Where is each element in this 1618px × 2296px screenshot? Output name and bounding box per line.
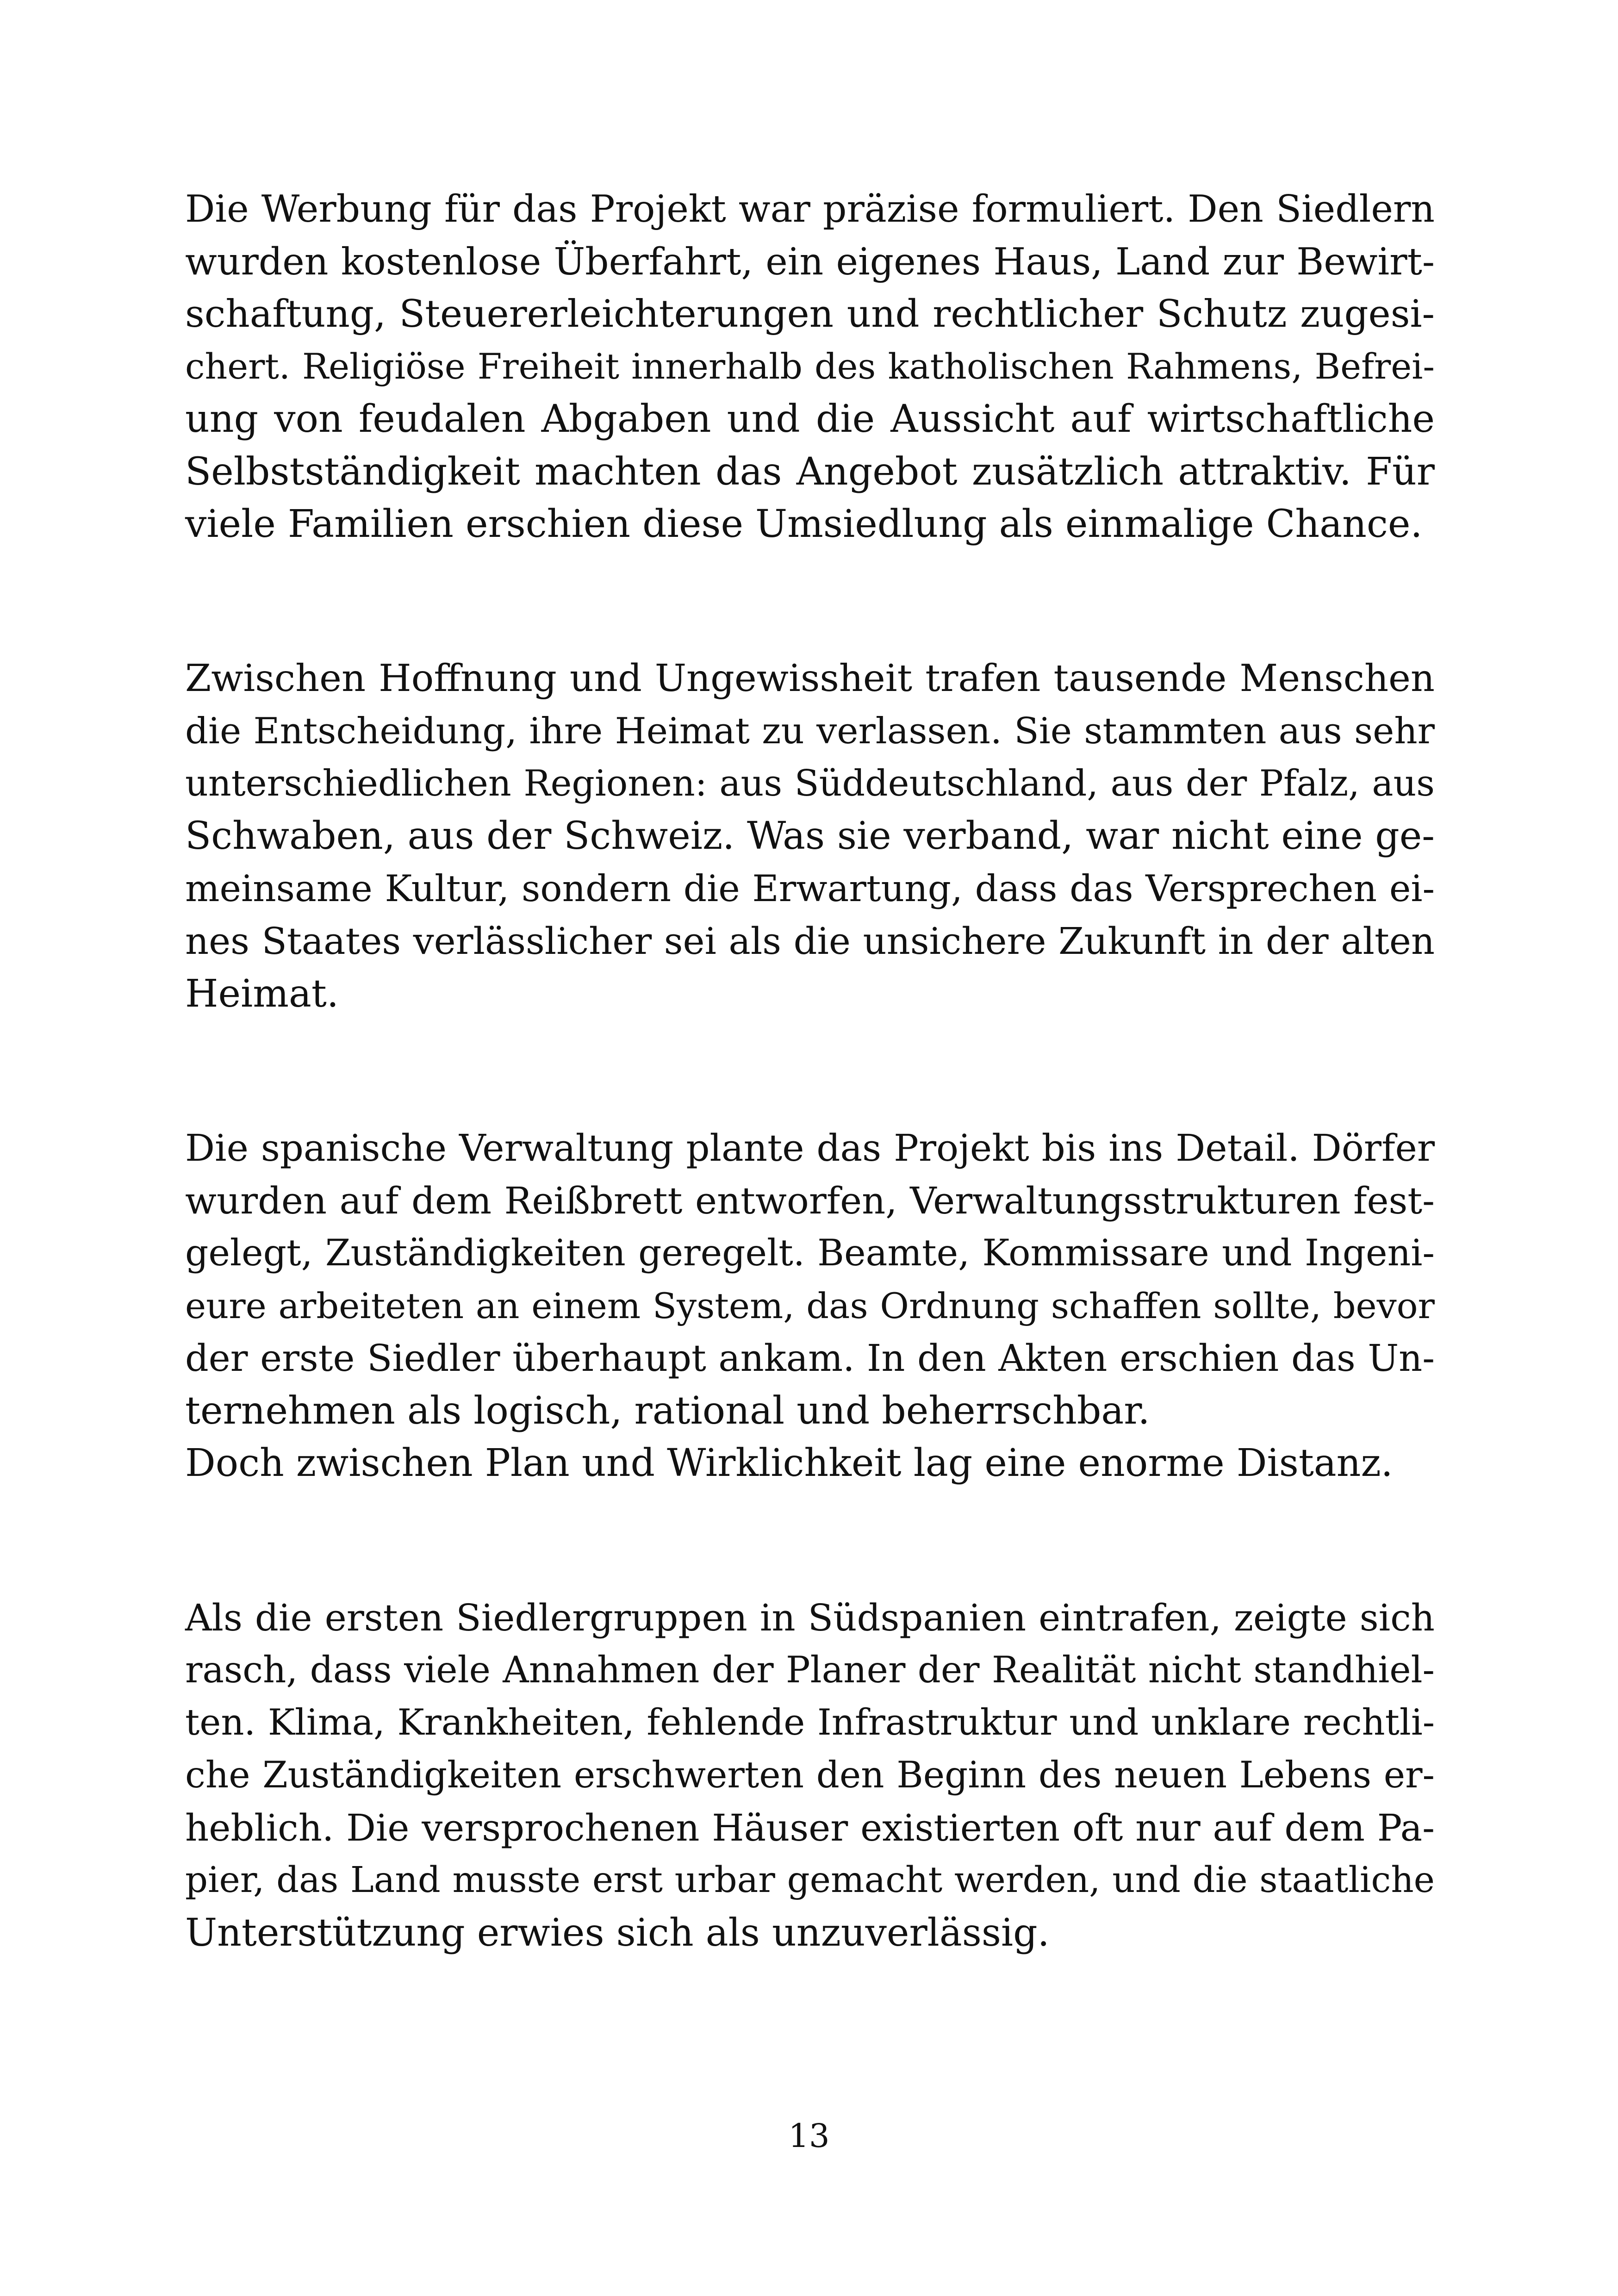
text-line: Unterstützung erwies sich als unzuverlässig. <box>185 1910 1050 1955</box>
text-line: ung von feudalen Abgaben und die Aussicht auf wirtschaftliche <box>185 397 1435 441</box>
text-line: rasch, dass viele Annahmen der Planer der Realität nicht standhiel- <box>185 1649 1435 1691</box>
text-line: viele Familien erschien diese Umsiedlung als einmalige Chance. <box>185 502 1423 546</box>
text-line: Die spanische Verwaltung plante das Projekt bis ins Detail. Dörfer <box>185 1126 1435 1170</box>
text-line: wurden auf dem Reißbrett entworfen, Verwaltungsstrukturen fest- <box>185 1179 1435 1222</box>
text-line: ten. Klima, Krankheiten, fehlende Infrastruktur und unklare rechtli- <box>185 1701 1435 1743</box>
paragraph-siedlergruppen <box>185 1592 1435 1960</box>
text-line: schaftung, Steuererleichterungen und rechtlicher Schutz zugesi- <box>185 292 1435 336</box>
text-line: Schwaben, aus der Schweiz. Was sie verband, war nicht eine ge- <box>185 814 1435 858</box>
text-line: chert. Religiöse Freiheit innerhalb des katholischen Rahmens, Befrei- <box>185 346 1435 387</box>
text-line: eure arbeiteten an einem System, das Ordnung schaffen sollte, bevor <box>185 1285 1435 1326</box>
text-line: pier, das Land musste erst urbar gemacht werden, und die staatliche <box>185 1860 1435 1901</box>
text-line: unterschiedlichen Regionen: aus Süddeutschland, aus der Pfalz, aus <box>185 762 1435 804</box>
text-line: wurden kostenlose Überfahrt, ein eigenes Haus, Land zur Bewirt- <box>185 239 1435 283</box>
paragraph-hoffnung <box>185 653 1435 1020</box>
text-line: heblich. Die versprochenen Häuser existierten oft nur auf dem Pa- <box>185 1806 1435 1849</box>
text-line: Die Werbung für das Projekt war präzise formuliert. Den Siedlern <box>185 187 1435 230</box>
text-line: Zwischen Hoffnung und Ungewissheit trafen tausende Menschen <box>185 656 1435 700</box>
text-line: ternehmen als logisch, rational und beherrschbar. <box>185 1388 1150 1433</box>
text-line: nes Staates verlässlicher sei als die unsichere Zukunft in der alten <box>185 920 1435 963</box>
page-number: 13 <box>788 2117 830 2155</box>
body-text <box>185 183 1435 2061</box>
text-line: Selbstständigkeit machten das Angebot zusätzlich attraktiv. Für <box>185 449 1435 494</box>
text-line: gelegt, Zuständigkeiten geregelt. Beamte, Kommissare und Ingeni- <box>185 1232 1435 1274</box>
text-line: Doch zwischen Plan und Wirklichkeit lag eine enorme Distanz. <box>185 1441 1393 1485</box>
text-line: che Zuständigkeiten erschwerten den Beginn des neuen Lebens er- <box>185 1754 1435 1796</box>
paragraph-verwaltung <box>185 1122 1435 1490</box>
text-line: der erste Siedler überhaupt ankam. In den Akten erschien das Un- <box>185 1337 1435 1380</box>
text-line: Als die ersten Siedlergruppen in Südspanien eintrafen, zeigte sich <box>185 1596 1435 1639</box>
paragraph-werbung <box>185 183 1435 551</box>
text-line: meinsame Kultur, sondern die Erwartung, dass das Versprechen ei- <box>185 867 1435 910</box>
text-line: die Entscheidung, ihre Heimat zu verlassen. Sie stammten aus sehr <box>185 710 1435 752</box>
text-line: Heimat. <box>185 971 339 1016</box>
